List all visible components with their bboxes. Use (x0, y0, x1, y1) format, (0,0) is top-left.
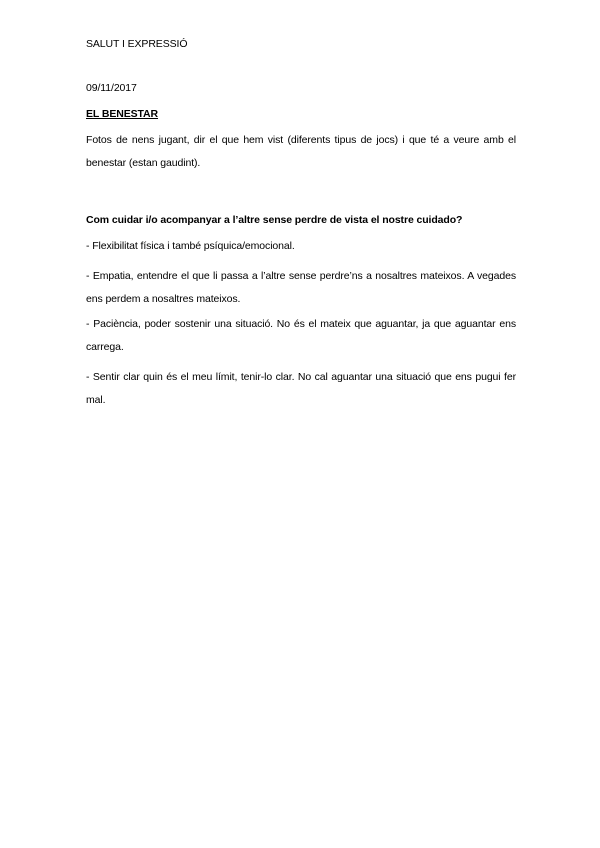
point-patience: - Paciència, poder sostenir una situació. No és el mateix que aguantar, ja que aguantar ens carrega. (86, 318, 516, 353)
entry-date: 09/11/2017 (86, 82, 137, 94)
question-heading: Com cuidar i/o acompanyar a l’altre sense perdre de vista el nostre cuidado? (86, 214, 463, 226)
point-empathy: - Empatia, entendre el que li passa a l’altre sense perdre’ns a nosaltres mateixos. A vegades ens perdem a nosaltres mateixos. (86, 270, 516, 305)
point-limits: - Sentir clar quin és el meu límit, tenir-lo clar. No cal aguantar una situació que ens pugui fer mal. (86, 371, 516, 406)
section-title: EL BENESTAR (86, 108, 159, 120)
point-flexibility: - Flexibilitat física i també psíquica/emocional. (86, 240, 295, 252)
intro-paragraph: Fotos de nens jugant, dir el que hem vist (diferents tipus de jocs) i que té a veure amb el benestar (estan gaudint). (86, 134, 516, 169)
course-title: SALUT I EXPRESSIÓ (86, 38, 188, 50)
